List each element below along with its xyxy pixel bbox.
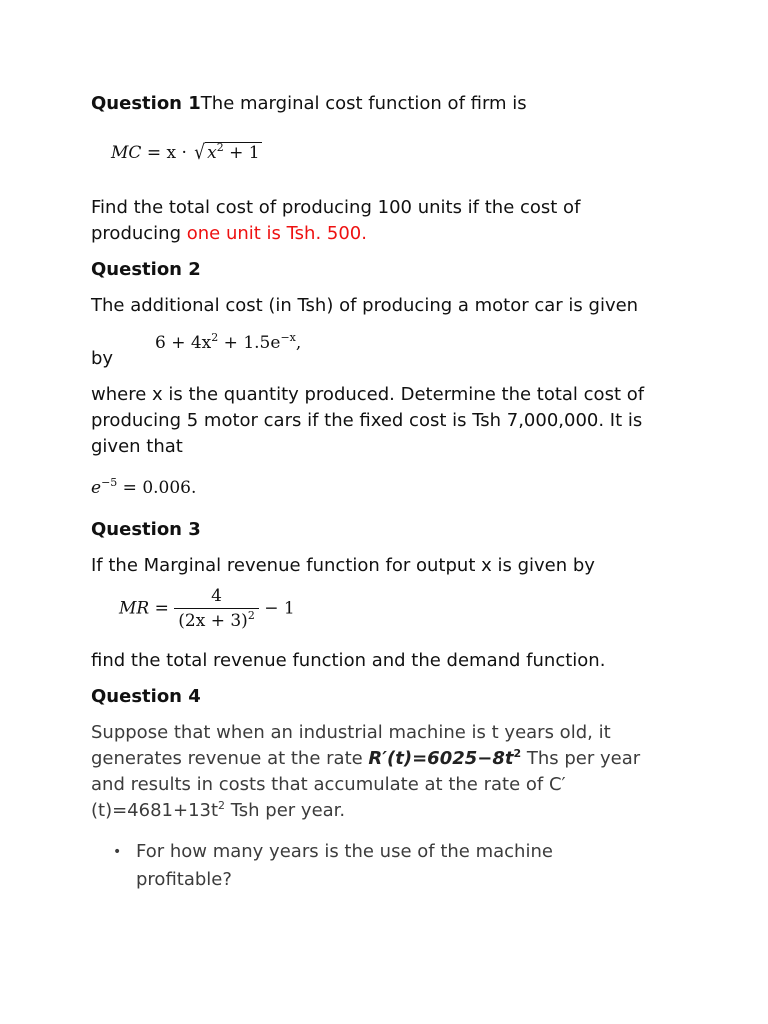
q2-formula-b-exp: −x: [280, 331, 296, 344]
q2-title: Question 2: [91, 259, 201, 280]
q3-text: If the Marginal revenue function for output x is given by: [91, 555, 595, 576]
q4-line4: [91, 798, 345, 824]
q3-formula: [119, 586, 295, 631]
q3-title: Question 3: [91, 519, 201, 540]
q1-body-line2-plain: producing: [91, 223, 187, 244]
q1-intro-text: The marginal cost function of firm is: [200, 93, 527, 114]
q3-formula-num: 4: [211, 586, 222, 606]
q2-given-formula: [91, 478, 196, 498]
q1-formula-sqrt: √ $x^2 + 1$: [194, 141, 260, 165]
q1-formula-mid: = x ·: [141, 143, 193, 163]
q3-body: find the total revenue function and the demand function.: [91, 650, 606, 671]
q1-body-line2: [91, 221, 367, 247]
q4-line1: Suppose that when an industrial machine is t years old, it: [91, 722, 611, 743]
q2-formula-a: 6 + 4x: [155, 333, 212, 353]
q3-formula-den-exp: 2: [247, 609, 255, 622]
q4-line2-post: Ths per year: [521, 748, 641, 769]
q2-given-base: e: [91, 478, 102, 498]
q1-sqrt-x: x: [207, 143, 217, 163]
q3-formula-tail: − 1: [258, 598, 295, 619]
q4-line2-pre: generates revenue at the rate: [91, 748, 369, 769]
q2-formula-b: + 1.5e: [218, 333, 281, 353]
q2-given-exp: −5: [101, 476, 118, 489]
q4-revenue-exp: 2: [513, 747, 522, 760]
q2-formula-c: ,: [295, 333, 302, 353]
q3-formula-fraction: [174, 586, 259, 631]
q1-title: Question 1: [91, 93, 201, 114]
q4-line4-pre: (t)=4681+13t: [91, 800, 219, 821]
q4-revenue-rate: R′(t)=6025−8t: [368, 748, 514, 769]
q4-title: Question 4: [91, 686, 201, 707]
q1-heading-line: [91, 91, 527, 117]
q1-formula: [111, 142, 262, 163]
q4-line3: and results in costs that accumulate at the rate of C′: [91, 774, 566, 795]
q2-body-line1: where x is the quantity produced. Determine the total cost of: [91, 384, 645, 405]
q1-sqrt-tail: + 1: [223, 143, 260, 163]
q3-formula-den: (2x + 3): [178, 611, 248, 631]
q2-text-by: by: [91, 348, 114, 369]
q1-body-line1: Find the total cost of producing 100 units if the cost of: [91, 197, 581, 218]
q2-text-line1: The additional cost (in Tsh) of producing a motor car is given: [91, 295, 639, 316]
q4-line4-exp: 2: [218, 799, 226, 812]
bullet-icon: •: [113, 844, 122, 860]
q2-formula: [155, 333, 301, 353]
q1-sqrt-exp: 2: [216, 141, 224, 154]
q4-bullet-line1: For how many years is the use of the machine: [136, 841, 553, 862]
q2-given-rest: = 0.006.: [117, 478, 197, 498]
q3-formula-lhs: MR =: [119, 598, 175, 619]
q4-line4-post: Tsh per year.: [225, 800, 346, 821]
q2-formula-a-exp: 2: [211, 331, 219, 344]
q4-bullet-item: [136, 838, 696, 894]
q1-formula-lhs: MC: [111, 143, 142, 163]
q1-highlight-text: one unit is Tsh. 500.: [186, 223, 367, 244]
q4-bullet-line2: profitable?: [136, 869, 232, 890]
q4-line2: [91, 746, 640, 772]
q2-body-line2: producing 5 motor cars if the fixed cost is Tsh 7,000,000. It is: [91, 410, 643, 431]
q2-body-line3: given that: [91, 436, 183, 457]
